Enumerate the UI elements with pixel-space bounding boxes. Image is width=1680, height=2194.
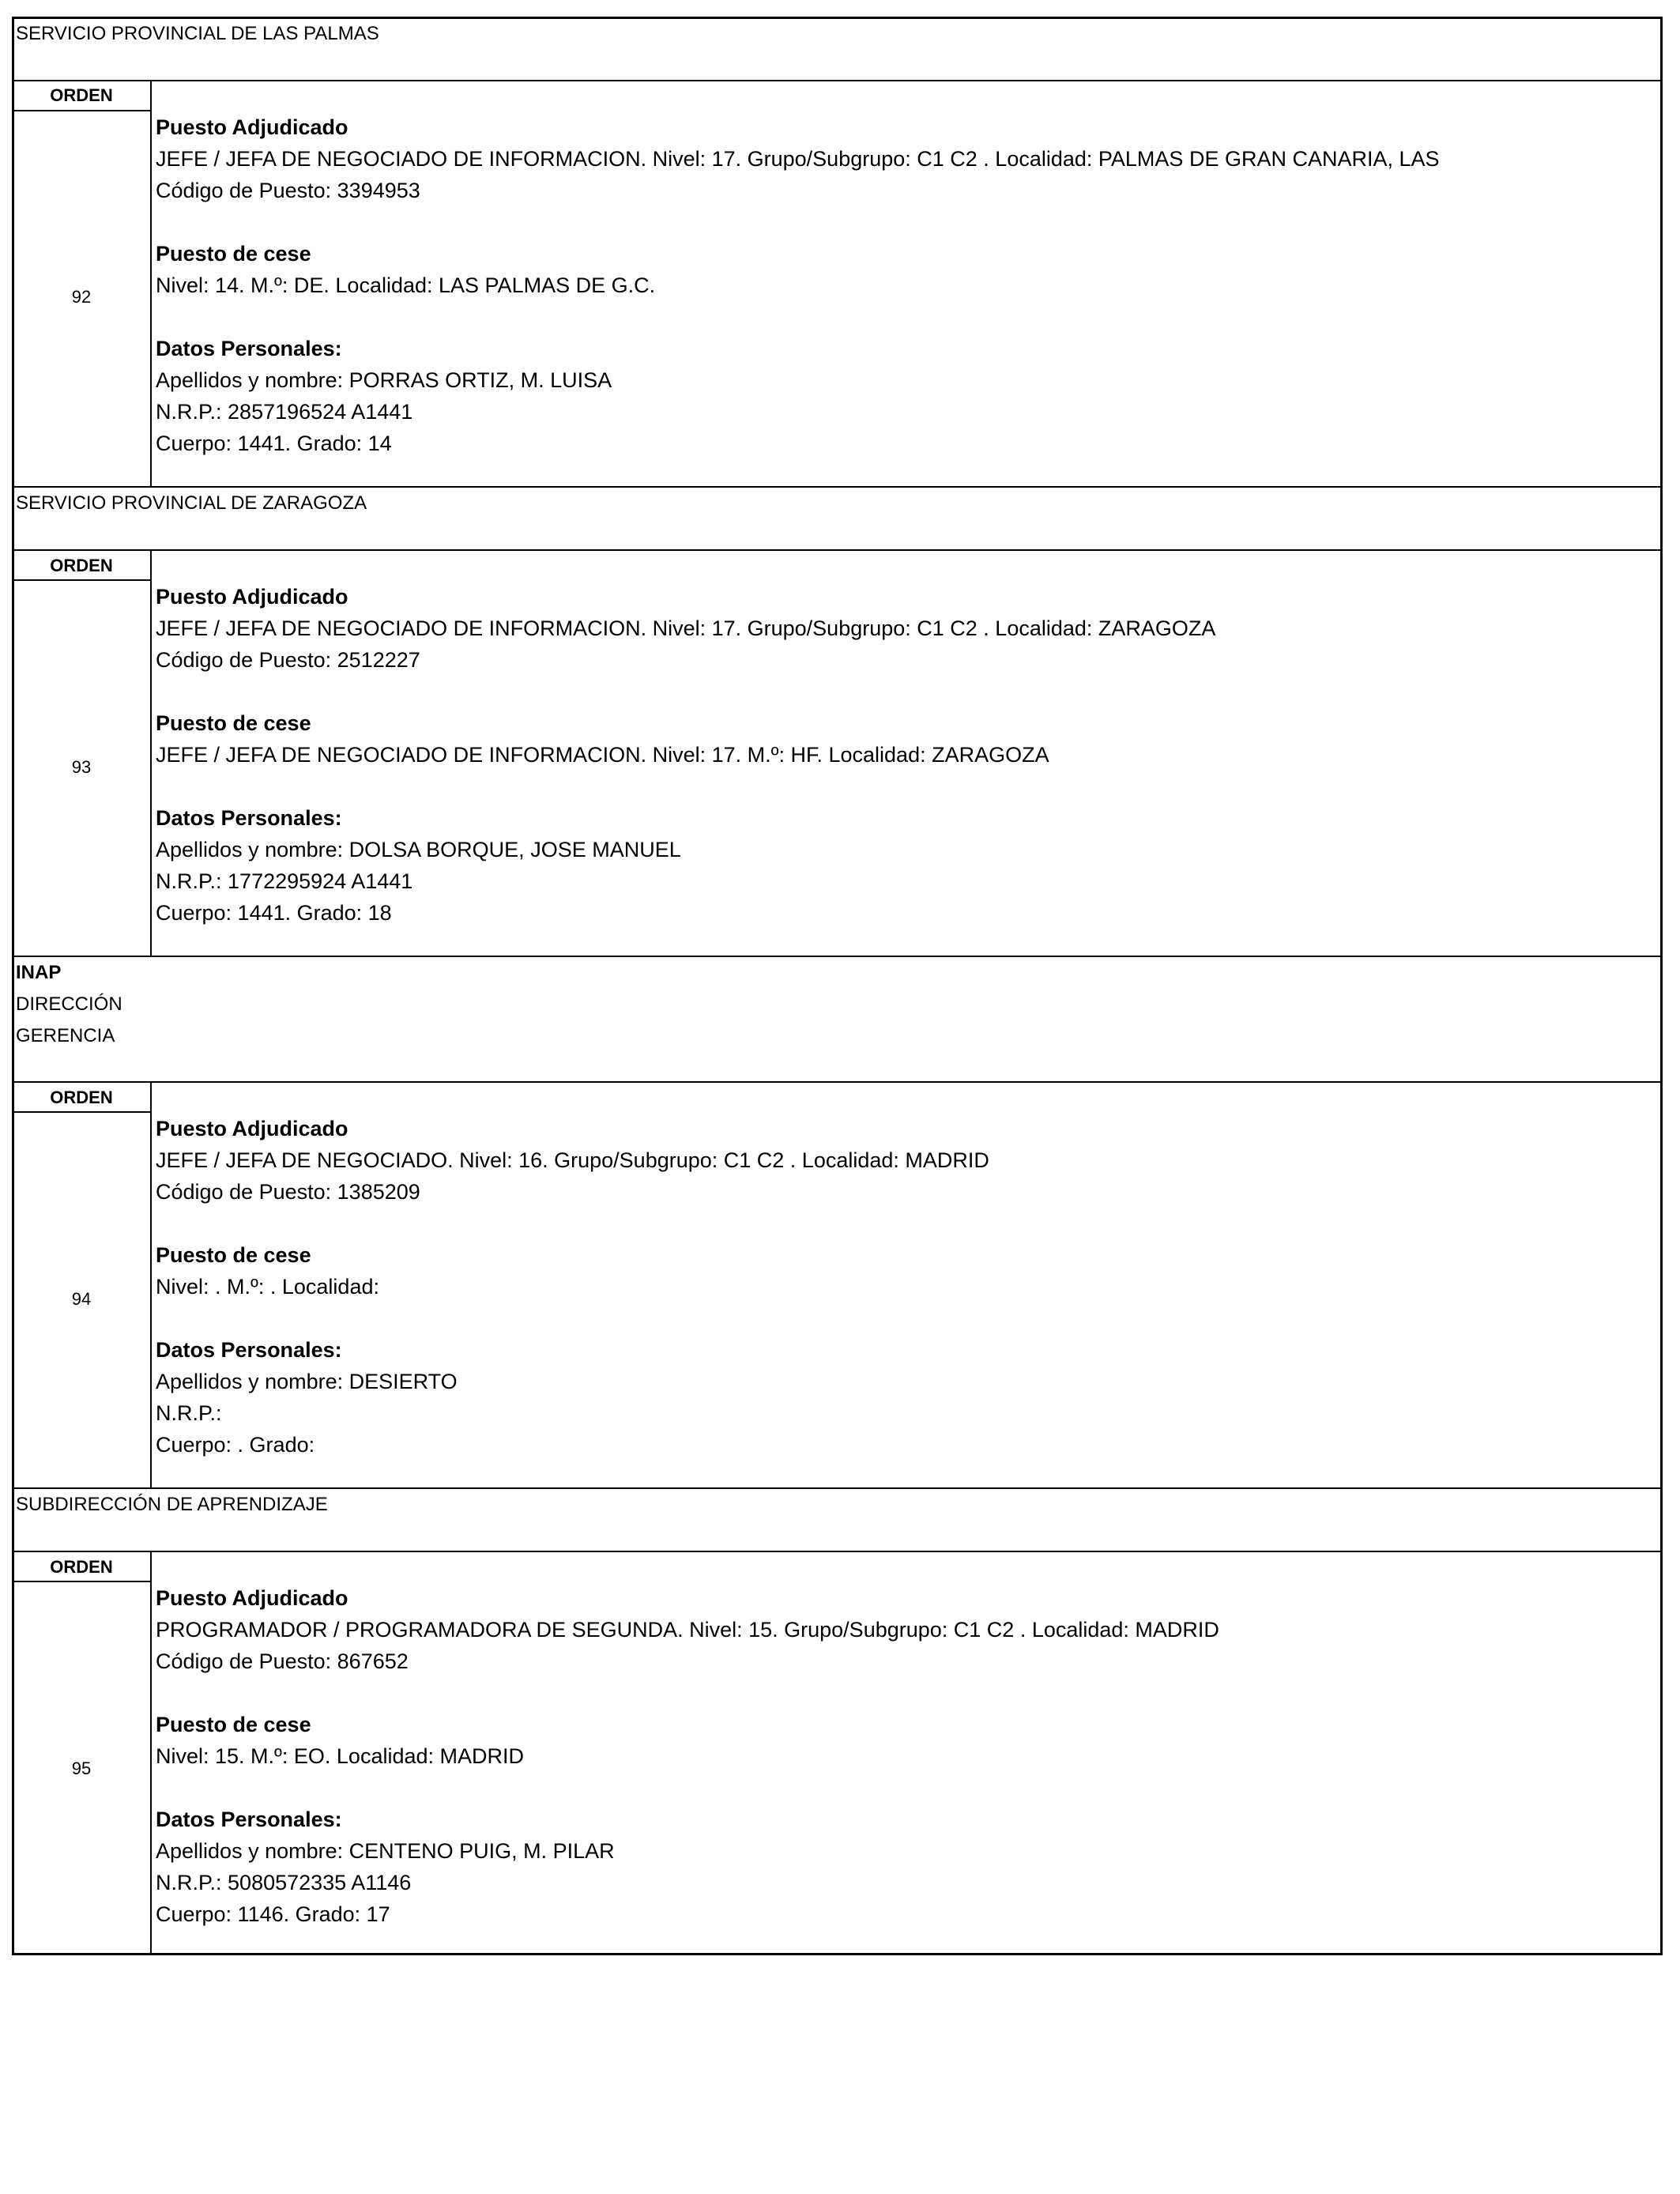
datos-personales-title: Datos Personales: — [156, 1338, 342, 1362]
puesto-adjudicado-desc: JEFE / JEFA DE NEGOCIADO. Nivel: 16. Grupo/Subgrupo: C1 C2 . Localidad: MADRID — [156, 1148, 989, 1172]
entry-content — [156, 1582, 1219, 1930]
orden-number: 93 — [71, 757, 92, 777]
divider — [150, 80, 152, 487]
section-title: INAP — [16, 962, 62, 983]
section-title: SUBDIRECCIÓN DE APRENDIZAJE — [16, 1494, 328, 1515]
cuerpo-grado: Cuerpo: 1441. Grado: 14 — [156, 432, 392, 455]
divider — [150, 1551, 152, 1955]
orden-number: 94 — [71, 1289, 92, 1309]
divider — [12, 80, 1663, 81]
orden-label: ORDEN — [50, 556, 113, 575]
divider — [150, 549, 152, 956]
orden-label: ORDEN — [50, 1557, 113, 1577]
divider — [12, 1551, 1663, 1552]
entry-content — [156, 111, 1440, 459]
puesto-cese-desc: Nivel: . M.º: . Localidad: — [156, 1275, 379, 1299]
datos-personales-title: Datos Personales: — [156, 806, 342, 830]
apellidos-nombre: Apellidos y nombre: DOLSA BORQUE, JOSE MANUEL — [156, 838, 681, 861]
nrp: N.R.P.: 1772295924 A1441 — [156, 869, 413, 893]
puesto-cese-title: Puesto de cese — [156, 1713, 311, 1736]
puesto-adjudicado-title: Puesto Adjudicado — [156, 115, 348, 139]
section-title: SERVICIO PROVINCIAL DE ZARAGOZA — [16, 492, 367, 514]
puesto-cese-title: Puesto de cese — [156, 1243, 311, 1267]
puesto-cese-desc: Nivel: 14. M.º: DE. Localidad: LAS PALMAS DE G.C. — [156, 273, 656, 297]
datos-personales-title: Datos Personales: — [156, 1808, 342, 1831]
section-header — [12, 1487, 1663, 1551]
divider — [12, 549, 1663, 551]
codigo-puesto: Código de Puesto: 2512227 — [156, 648, 420, 672]
puesto-cese-title: Puesto de cese — [156, 242, 311, 266]
divider — [150, 1081, 152, 1488]
cuerpo-grado: Cuerpo: . Grado: — [156, 1433, 315, 1457]
puesto-cese-title: Puesto de cese — [156, 711, 311, 735]
section-header — [12, 17, 1663, 81]
apellidos-nombre: Apellidos y nombre: CENTENO PUIG, M. PILAR — [156, 1839, 615, 1863]
orden-number: 95 — [71, 1759, 92, 1778]
nrp: N.R.P.: — [156, 1401, 222, 1425]
nrp: N.R.P.: 2857196524 A1441 — [156, 400, 413, 424]
apellidos-nombre: Apellidos y nombre: DESIERTO — [156, 1370, 458, 1393]
puesto-cese-desc: JEFE / JEFA DE NEGOCIADO DE INFORMACION. Nivel: 17. M.º: HF. Localidad: ZARAGOZA — [156, 743, 1049, 767]
section-title: SERVICIO PROVINCIAL DE LAS PALMAS — [16, 23, 379, 44]
datos-personales-title: Datos Personales: — [156, 337, 342, 360]
codigo-puesto: Código de Puesto: 867652 — [156, 1649, 409, 1673]
puesto-adjudicado-desc: JEFE / JEFA DE NEGOCIADO DE INFORMACION. Nivel: 17. Grupo/Subgrupo: C1 C2 . Localidad: PALMAS DE GRAN CANARIA, LAS — [156, 147, 1440, 171]
section-subtitle: GERENCIA — [16, 1025, 115, 1046]
orden-label: ORDEN — [50, 85, 113, 105]
divider — [12, 1581, 151, 1582]
puesto-adjudicado-desc: PROGRAMADOR / PROGRAMADORA DE SEGUNDA. Nivel: 15. Grupo/Subgrupo: C1 C2 . Localidad: MADRID — [156, 1618, 1219, 1642]
divider — [12, 110, 151, 111]
apellidos-nombre: Apellidos y nombre: PORRAS ORTIZ, M. LUISA — [156, 368, 612, 392]
codigo-puesto: Código de Puesto: 1385209 — [156, 1180, 420, 1204]
puesto-adjudicado-desc: JEFE / JEFA DE NEGOCIADO DE INFORMACION. Nivel: 17. Grupo/Subgrupo: C1 C2 . Localidad: ZARAGOZA — [156, 616, 1216, 640]
section-header — [12, 956, 1663, 1082]
divider — [12, 1081, 1663, 1083]
section-subtitle: DIRECCIÓN — [16, 993, 122, 1015]
puesto-adjudicado-title: Puesto Adjudicado — [156, 1117, 348, 1140]
nrp: N.R.P.: 5080572335 A1146 — [156, 1871, 412, 1894]
entry-content — [156, 1113, 989, 1461]
divider — [12, 579, 151, 581]
puesto-cese-desc: Nivel: 15. M.º: EO. Localidad: MADRID — [156, 1744, 525, 1768]
cuerpo-grado: Cuerpo: 1146. Grado: 17 — [156, 1902, 390, 1926]
orden-number: 92 — [71, 287, 92, 307]
entry-content — [156, 581, 1215, 929]
orden-label: ORDEN — [50, 1088, 113, 1107]
puesto-adjudicado-title: Puesto Adjudicado — [156, 1586, 348, 1610]
section-header — [12, 486, 1663, 550]
divider — [12, 1111, 151, 1113]
puesto-adjudicado-title: Puesto Adjudicado — [156, 585, 348, 609]
codigo-puesto: Código de Puesto: 3394953 — [156, 179, 420, 202]
cuerpo-grado: Cuerpo: 1441. Grado: 18 — [156, 901, 392, 925]
